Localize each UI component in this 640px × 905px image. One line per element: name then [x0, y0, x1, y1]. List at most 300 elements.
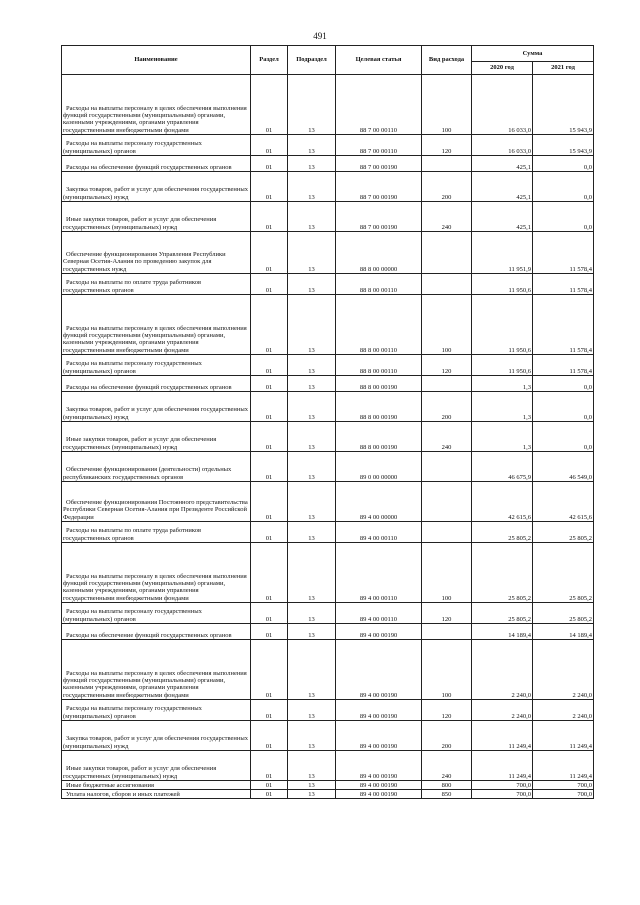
row-section-text: 01 [265, 346, 273, 354]
row-target-article-text: 89 4 00 00190 [359, 772, 398, 780]
row-target-article-cell [336, 603, 422, 624]
row-subsection-cell [288, 422, 336, 452]
row-target-article-text: 89 4 00 00000 [359, 513, 398, 521]
row-section-cell [251, 232, 288, 274]
row-target-article-cell [336, 543, 422, 603]
row-section-cell [251, 790, 288, 799]
row-amount-2020-text: 16 033,0 [508, 147, 531, 155]
row-amount-2020-text: 11 951,9 [508, 265, 531, 273]
row-subsection-cell [288, 172, 336, 202]
row-target-article-text: 89 4 00 00190 [359, 631, 398, 639]
row-subsection-cell [288, 274, 336, 295]
row-amount-2020-cell [472, 135, 533, 156]
row-section-cell [251, 135, 288, 156]
row-expense-type-cell [422, 522, 472, 543]
row-amount-2021-text: 2 240,0 [572, 691, 593, 699]
row-amount-2020-text: 16 033,0 [508, 126, 531, 134]
row-subsection-cell [288, 781, 336, 790]
row-subsection-text: 13 [308, 790, 315, 798]
table-row [62, 543, 594, 603]
row-target-article-cell [336, 422, 422, 452]
row-amount-2021-cell [533, 376, 594, 392]
row-target-article-text: 88 7 00 00190 [359, 163, 398, 171]
row-expense-type-cell [422, 751, 472, 781]
row-subsection-cell [288, 232, 336, 274]
row-subsection-cell [288, 603, 336, 624]
row-subsection-text: 13 [308, 781, 315, 789]
row-expense-type-cell [422, 781, 472, 790]
row-expense-type-text: 120 [441, 367, 452, 375]
row-amount-2020-cell [472, 790, 533, 799]
row-amount-2021-cell [533, 751, 594, 781]
row-amount-2021-cell [533, 522, 594, 543]
row-name-cell [62, 156, 251, 172]
row-subsection-text: 13 [308, 413, 315, 421]
table-row [62, 522, 594, 543]
row-amount-2020-cell [472, 422, 533, 452]
row-amount-2021-text: 42 615,6 [569, 513, 593, 521]
table-row [62, 135, 594, 156]
row-expense-type-cell [422, 482, 472, 522]
row-amount-2021-text: 25 805,2 [569, 615, 593, 623]
table-row [62, 376, 594, 392]
row-amount-2021-cell [533, 232, 594, 274]
row-target-article-cell [336, 232, 422, 274]
row-amount-2021-text: 25 805,2 [569, 534, 593, 542]
table-row [62, 156, 594, 172]
row-amount-2021-cell [533, 274, 594, 295]
row-expense-type-cell [422, 640, 472, 700]
row-amount-2021-cell [533, 135, 594, 156]
header-subsection: Подраздел [288, 46, 336, 75]
row-amount-2020-cell [472, 522, 533, 543]
row-amount-2020-text: 425,1 [516, 223, 531, 231]
row-amount-2020-text: 425,1 [516, 163, 531, 171]
row-expense-type-cell [422, 202, 472, 232]
row-amount-2020-cell [472, 75, 533, 135]
row-expense-type-cell [422, 624, 472, 640]
row-amount-2021-text: 11 578,4 [569, 286, 593, 294]
row-target-article-text: 89 4 00 00110 [359, 615, 398, 623]
row-name-cell [62, 640, 251, 700]
row-amount-2020-cell [472, 156, 533, 172]
row-amount-2020-text: 2 240,0 [511, 691, 531, 699]
row-target-article-cell [336, 522, 422, 543]
row-amount-2020-text: 700,0 [516, 790, 531, 798]
row-amount-2020-text: 11 950,6 [508, 367, 531, 375]
row-amount-2021-cell [533, 202, 594, 232]
row-amount-2021-cell [533, 172, 594, 202]
row-section-cell [251, 700, 288, 721]
table-row [62, 295, 594, 355]
row-section-cell [251, 202, 288, 232]
row-name-text: Обеспечение функционирования (деятельности) отдельных республиканских государственных органов [63, 466, 232, 481]
row-subsection-cell [288, 202, 336, 232]
row-section-cell [251, 422, 288, 452]
row-name-cell [62, 781, 251, 790]
row-subsection-cell [288, 75, 336, 135]
row-amount-2021-text: 0,0 [583, 413, 593, 421]
row-amount-2021-text: 14 189,4 [569, 631, 593, 639]
row-name-cell [62, 721, 251, 751]
row-amount-2020-text: 425,1 [516, 193, 531, 201]
row-name-text: Расходы на выплаты персоналу государственных (муниципальных) органов [63, 360, 202, 375]
row-amount-2021-text: 11 578,4 [569, 367, 593, 375]
row-name-cell [62, 422, 251, 452]
row-subsection-text: 13 [308, 346, 315, 354]
row-target-article-text: 89 4 00 00190 [359, 790, 398, 798]
row-section-cell [251, 624, 288, 640]
row-amount-2020-cell [472, 543, 533, 603]
row-target-article-text: 89 4 00 00190 [359, 742, 398, 750]
row-target-article-cell [336, 135, 422, 156]
row-name-text: Обеспечение функционирования Управления Республики Северная Осетия-Алания по проведению закупок для государственных нужд [63, 251, 226, 273]
row-section-text: 01 [265, 772, 273, 780]
row-target-article-cell [336, 624, 422, 640]
row-amount-2020-cell [472, 781, 533, 790]
row-section-text: 01 [265, 163, 273, 171]
row-expense-type-cell [422, 172, 472, 202]
row-expense-type-text: 100 [441, 594, 452, 602]
row-subsection-text: 13 [308, 223, 315, 231]
row-target-article-text: 89 4 00 00110 [359, 594, 398, 602]
table-row [62, 274, 594, 295]
row-expense-type-cell [422, 156, 472, 172]
row-name-text: Уплата налогов, сборов и иных платежей [66, 790, 180, 798]
row-name-cell [62, 624, 251, 640]
row-name-cell [62, 543, 251, 603]
row-target-article-text: 88 8 00 00110 [359, 346, 398, 354]
row-section-cell [251, 522, 288, 543]
table-row [62, 355, 594, 376]
row-name-cell [62, 172, 251, 202]
row-amount-2021-text: 0,0 [583, 223, 593, 231]
row-amount-2021-cell [533, 700, 594, 721]
row-amount-2020-text: 25 805,2 [508, 534, 531, 542]
row-target-article-text: 88 8 00 00000 [359, 265, 398, 273]
row-subsection-text: 13 [308, 594, 315, 602]
row-amount-2020-cell [472, 172, 533, 202]
row-expense-type-text: 120 [441, 615, 452, 623]
row-name-text: Расходы на выплаты персоналу государственных (муниципальных) органов [63, 608, 202, 623]
row-name-cell [62, 295, 251, 355]
row-name-cell [62, 452, 251, 482]
row-amount-2020-text: 11 249,4 [508, 742, 531, 750]
row-section-text: 01 [265, 594, 273, 602]
row-subsection-text: 13 [308, 534, 315, 542]
row-amount-2020-cell [472, 640, 533, 700]
row-name-text: Расходы на выплаты персоналу в целях обеспечения выполнения функций государственными (муниципальными) органами, казенными учреждениями, органами управления государственными внебюджетными фондами [63, 324, 247, 354]
row-amount-2021-text: 15 943,9 [569, 147, 593, 155]
row-name-text: Расходы на выплаты персоналу в целях обеспечения выполнения функций государственными (муниципальными) органами, казенными учреждениями, органами управления государственными внебюджетными фондами [63, 572, 247, 602]
row-target-article-text: 89 0 00 00000 [359, 473, 398, 481]
row-target-article-text: 88 8 00 00190 [359, 443, 398, 451]
row-name-cell [62, 751, 251, 781]
row-target-article-cell [336, 274, 422, 295]
row-subsection-cell [288, 376, 336, 392]
row-subsection-text: 13 [308, 193, 315, 201]
row-amount-2021-cell [533, 624, 594, 640]
table-row [62, 603, 594, 624]
row-target-article-text: 88 7 00 00190 [359, 193, 398, 201]
row-name-text: Иные закупки товаров, работ и услуг для обеспечения государственных (муниципальных) нужд [63, 765, 217, 780]
page-number: 491 [313, 31, 327, 41]
row-subsection-cell [288, 522, 336, 543]
row-section-text: 01 [265, 223, 273, 231]
row-target-article-cell [336, 452, 422, 482]
row-expense-type-text: 850 [441, 790, 452, 798]
row-target-article-cell [336, 392, 422, 422]
row-amount-2021-text: 700,0 [577, 790, 593, 798]
header-amount: Сумма [472, 46, 594, 62]
row-section-text: 01 [265, 712, 273, 720]
row-target-article-text: 88 7 00 00110 [359, 147, 398, 155]
row-section-text: 01 [265, 615, 273, 623]
row-target-article-text: 88 8 00 00190 [359, 383, 398, 391]
row-name-text: Расходы на обеспечение функций государственных органов [66, 163, 232, 171]
header-expense-type: Вид расхода [422, 46, 472, 75]
row-section-text: 01 [265, 286, 273, 294]
row-target-article-text: 88 7 00 00190 [359, 223, 398, 231]
row-target-article-cell [336, 781, 422, 790]
row-amount-2021-text: 11 249,4 [569, 742, 593, 750]
row-section-cell [251, 452, 288, 482]
row-section-text: 01 [265, 147, 273, 155]
row-amount-2020-cell [472, 355, 533, 376]
row-amount-2020-text: 11 950,6 [508, 286, 531, 294]
row-name-text: Расходы на выплаты персоналу в целях обеспечения выполнения функций государственными (муниципальными) органами, казенными учреждениями, органами управления государственными внебюджетными фондами [63, 104, 247, 134]
row-expense-type-cell [422, 135, 472, 156]
row-name-cell [62, 232, 251, 274]
row-section-cell [251, 781, 288, 790]
row-expense-type-cell [422, 355, 472, 376]
row-amount-2020-text: 1,3 [522, 383, 531, 391]
row-target-article-text: 88 8 00 00190 [359, 413, 398, 421]
row-amount-2020-cell [472, 603, 533, 624]
header-name: Наименование [62, 46, 251, 75]
row-amount-2020-cell [472, 751, 533, 781]
header-section: Раздел [251, 46, 288, 75]
row-amount-2021-text: 0,0 [583, 443, 593, 451]
row-name-cell [62, 274, 251, 295]
row-section-text: 01 [265, 126, 273, 134]
row-expense-type-cell [422, 232, 472, 274]
budget-table [61, 45, 594, 799]
row-subsection-text: 13 [308, 631, 315, 639]
row-amount-2021-cell [533, 156, 594, 172]
row-amount-2020-cell [472, 624, 533, 640]
row-section-text: 01 [265, 473, 273, 481]
row-section-text: 01 [265, 443, 273, 451]
row-name-text: Расходы на обеспечение функций государственных органов [66, 631, 232, 639]
row-target-article-cell [336, 295, 422, 355]
row-subsection-cell [288, 700, 336, 721]
row-expense-type-cell [422, 603, 472, 624]
row-amount-2021-text: 0,0 [583, 193, 593, 201]
row-section-cell [251, 603, 288, 624]
row-subsection-text: 13 [308, 473, 315, 481]
row-section-cell [251, 376, 288, 392]
row-target-article-cell [336, 172, 422, 202]
row-amount-2021-cell [533, 295, 594, 355]
row-amount-2021-cell [533, 790, 594, 799]
row-target-article-cell [336, 482, 422, 522]
row-amount-2021-cell [533, 75, 594, 135]
row-expense-type-cell [422, 295, 472, 355]
table-row [62, 75, 594, 135]
row-amount-2021-cell [533, 543, 594, 603]
row-expense-type-text: 240 [441, 443, 452, 451]
row-name-text: Закупка товаров, работ и услуг для обеспечения государственных (муниципальных) нужд [63, 406, 249, 421]
row-target-article-cell [336, 700, 422, 721]
row-name-cell [62, 522, 251, 543]
row-amount-2021-cell [533, 422, 594, 452]
table-row [62, 751, 594, 781]
row-amount-2021-cell [533, 392, 594, 422]
table-row [62, 640, 594, 700]
row-amount-2020-cell [472, 700, 533, 721]
table-row [62, 624, 594, 640]
row-amount-2021-cell [533, 603, 594, 624]
row-target-article-cell [336, 75, 422, 135]
row-name-cell [62, 790, 251, 799]
row-expense-type-cell [422, 75, 472, 135]
row-expense-type-text: 800 [441, 781, 452, 789]
row-name-text: Иные бюджетные ассигнования [66, 781, 155, 789]
row-target-article-cell [336, 640, 422, 700]
table-row [62, 482, 594, 522]
row-expense-type-text: 100 [441, 126, 452, 134]
header-year-2021: 2021 год [533, 62, 594, 75]
row-expense-type-text: 100 [441, 691, 452, 699]
row-amount-2020-text: 1,3 [522, 413, 531, 421]
table-row [62, 721, 594, 751]
row-expense-type-text: 200 [441, 193, 452, 201]
row-expense-type-text: 120 [441, 147, 452, 155]
row-amount-2020-text: 25 805,2 [508, 594, 531, 602]
row-name-cell [62, 603, 251, 624]
row-name-cell [62, 75, 251, 135]
row-target-article-text: 88 8 00 00110 [359, 367, 398, 375]
table-row [62, 232, 594, 274]
header-year-2020: 2020 год [472, 62, 533, 75]
row-amount-2021-cell [533, 482, 594, 522]
row-subsection-text: 13 [308, 383, 315, 391]
row-subsection-text: 13 [308, 443, 315, 451]
row-expense-type-cell [422, 422, 472, 452]
row-name-text: Расходы на выплаты персоналу государственных (муниципальных) органов [63, 140, 202, 155]
row-section-text: 01 [265, 383, 273, 391]
row-amount-2020-cell [472, 232, 533, 274]
row-expense-type-cell [422, 274, 472, 295]
row-target-article-cell [336, 790, 422, 799]
row-expense-type-cell [422, 376, 472, 392]
row-subsection-cell [288, 751, 336, 781]
row-amount-2021-cell [533, 355, 594, 376]
row-target-article-text: 89 4 00 00110 [359, 534, 398, 542]
row-subsection-cell [288, 640, 336, 700]
row-target-article-cell [336, 355, 422, 376]
row-subsection-cell [288, 392, 336, 422]
row-amount-2021-text: 25 805,2 [569, 594, 593, 602]
row-subsection-cell [288, 482, 336, 522]
row-section-cell [251, 355, 288, 376]
row-expense-type-cell [422, 392, 472, 422]
row-name-text: Закупка товаров, работ и услуг для обеспечения государственных (муниципальных) нужд [63, 186, 249, 201]
row-section-cell [251, 172, 288, 202]
table-row [62, 172, 594, 202]
row-amount-2020-text: 46 675,9 [508, 473, 531, 481]
row-expense-type-cell [422, 700, 472, 721]
row-name-cell [62, 482, 251, 522]
row-section-cell [251, 295, 288, 355]
table-body [62, 75, 594, 799]
row-subsection-cell [288, 295, 336, 355]
row-target-article-text: 89 4 00 00190 [359, 712, 398, 720]
row-subsection-text: 13 [308, 126, 315, 134]
row-subsection-text: 13 [308, 615, 315, 623]
row-subsection-text: 13 [308, 147, 315, 155]
row-subsection-cell [288, 355, 336, 376]
row-name-text: Иные закупки товаров, работ и услуг для обеспечения государственных (муниципальных) нужд [63, 216, 217, 231]
table-row [62, 790, 594, 799]
row-target-article-cell [336, 751, 422, 781]
row-subsection-cell [288, 543, 336, 603]
row-section-cell [251, 156, 288, 172]
row-target-article-text: 89 4 00 00190 [359, 781, 398, 789]
row-amount-2021-cell [533, 452, 594, 482]
row-target-article-cell [336, 376, 422, 392]
row-amount-2021-cell [533, 781, 594, 790]
header-target-article: Целевая статья [336, 46, 422, 75]
row-name-cell [62, 135, 251, 156]
row-amount-2020-cell [472, 392, 533, 422]
row-amount-2021-text: 46 549,0 [569, 473, 593, 481]
row-expense-type-text: 240 [441, 772, 452, 780]
row-amount-2021-cell [533, 640, 594, 700]
row-subsection-cell [288, 135, 336, 156]
row-amount-2021-cell [533, 721, 594, 751]
row-name-text: Закупка товаров, работ и услуг для обеспечения государственных (муниципальных) нужд [63, 735, 249, 750]
row-target-article-text: 88 8 00 00110 [359, 286, 398, 294]
table-row [62, 700, 594, 721]
row-subsection-cell [288, 452, 336, 482]
row-section-cell [251, 640, 288, 700]
row-target-article-cell [336, 202, 422, 232]
row-section-cell [251, 543, 288, 603]
row-amount-2020-text: 11 950,6 [508, 346, 531, 354]
row-name-cell [62, 202, 251, 232]
row-section-cell [251, 482, 288, 522]
row-section-text: 01 [265, 742, 273, 750]
row-section-text: 01 [265, 534, 273, 542]
row-amount-2021-text: 2 240,0 [572, 712, 593, 720]
row-amount-2020-cell [472, 482, 533, 522]
row-amount-2020-cell [472, 202, 533, 232]
row-section-text: 01 [265, 513, 273, 521]
row-section-cell [251, 75, 288, 135]
table-row [62, 781, 594, 790]
row-subsection-text: 13 [308, 712, 315, 720]
row-name-text: Иные закупки товаров, работ и услуг для обеспечения государственных (муниципальных) нужд [63, 436, 217, 451]
row-section-text: 01 [265, 367, 273, 375]
row-expense-type-text: 200 [441, 742, 452, 750]
row-expense-type-text: 200 [441, 413, 452, 421]
row-subsection-text: 13 [308, 265, 315, 273]
row-expense-type-cell [422, 721, 472, 751]
row-target-article-text: 88 7 00 00110 [359, 126, 398, 134]
row-section-text: 01 [265, 265, 273, 273]
